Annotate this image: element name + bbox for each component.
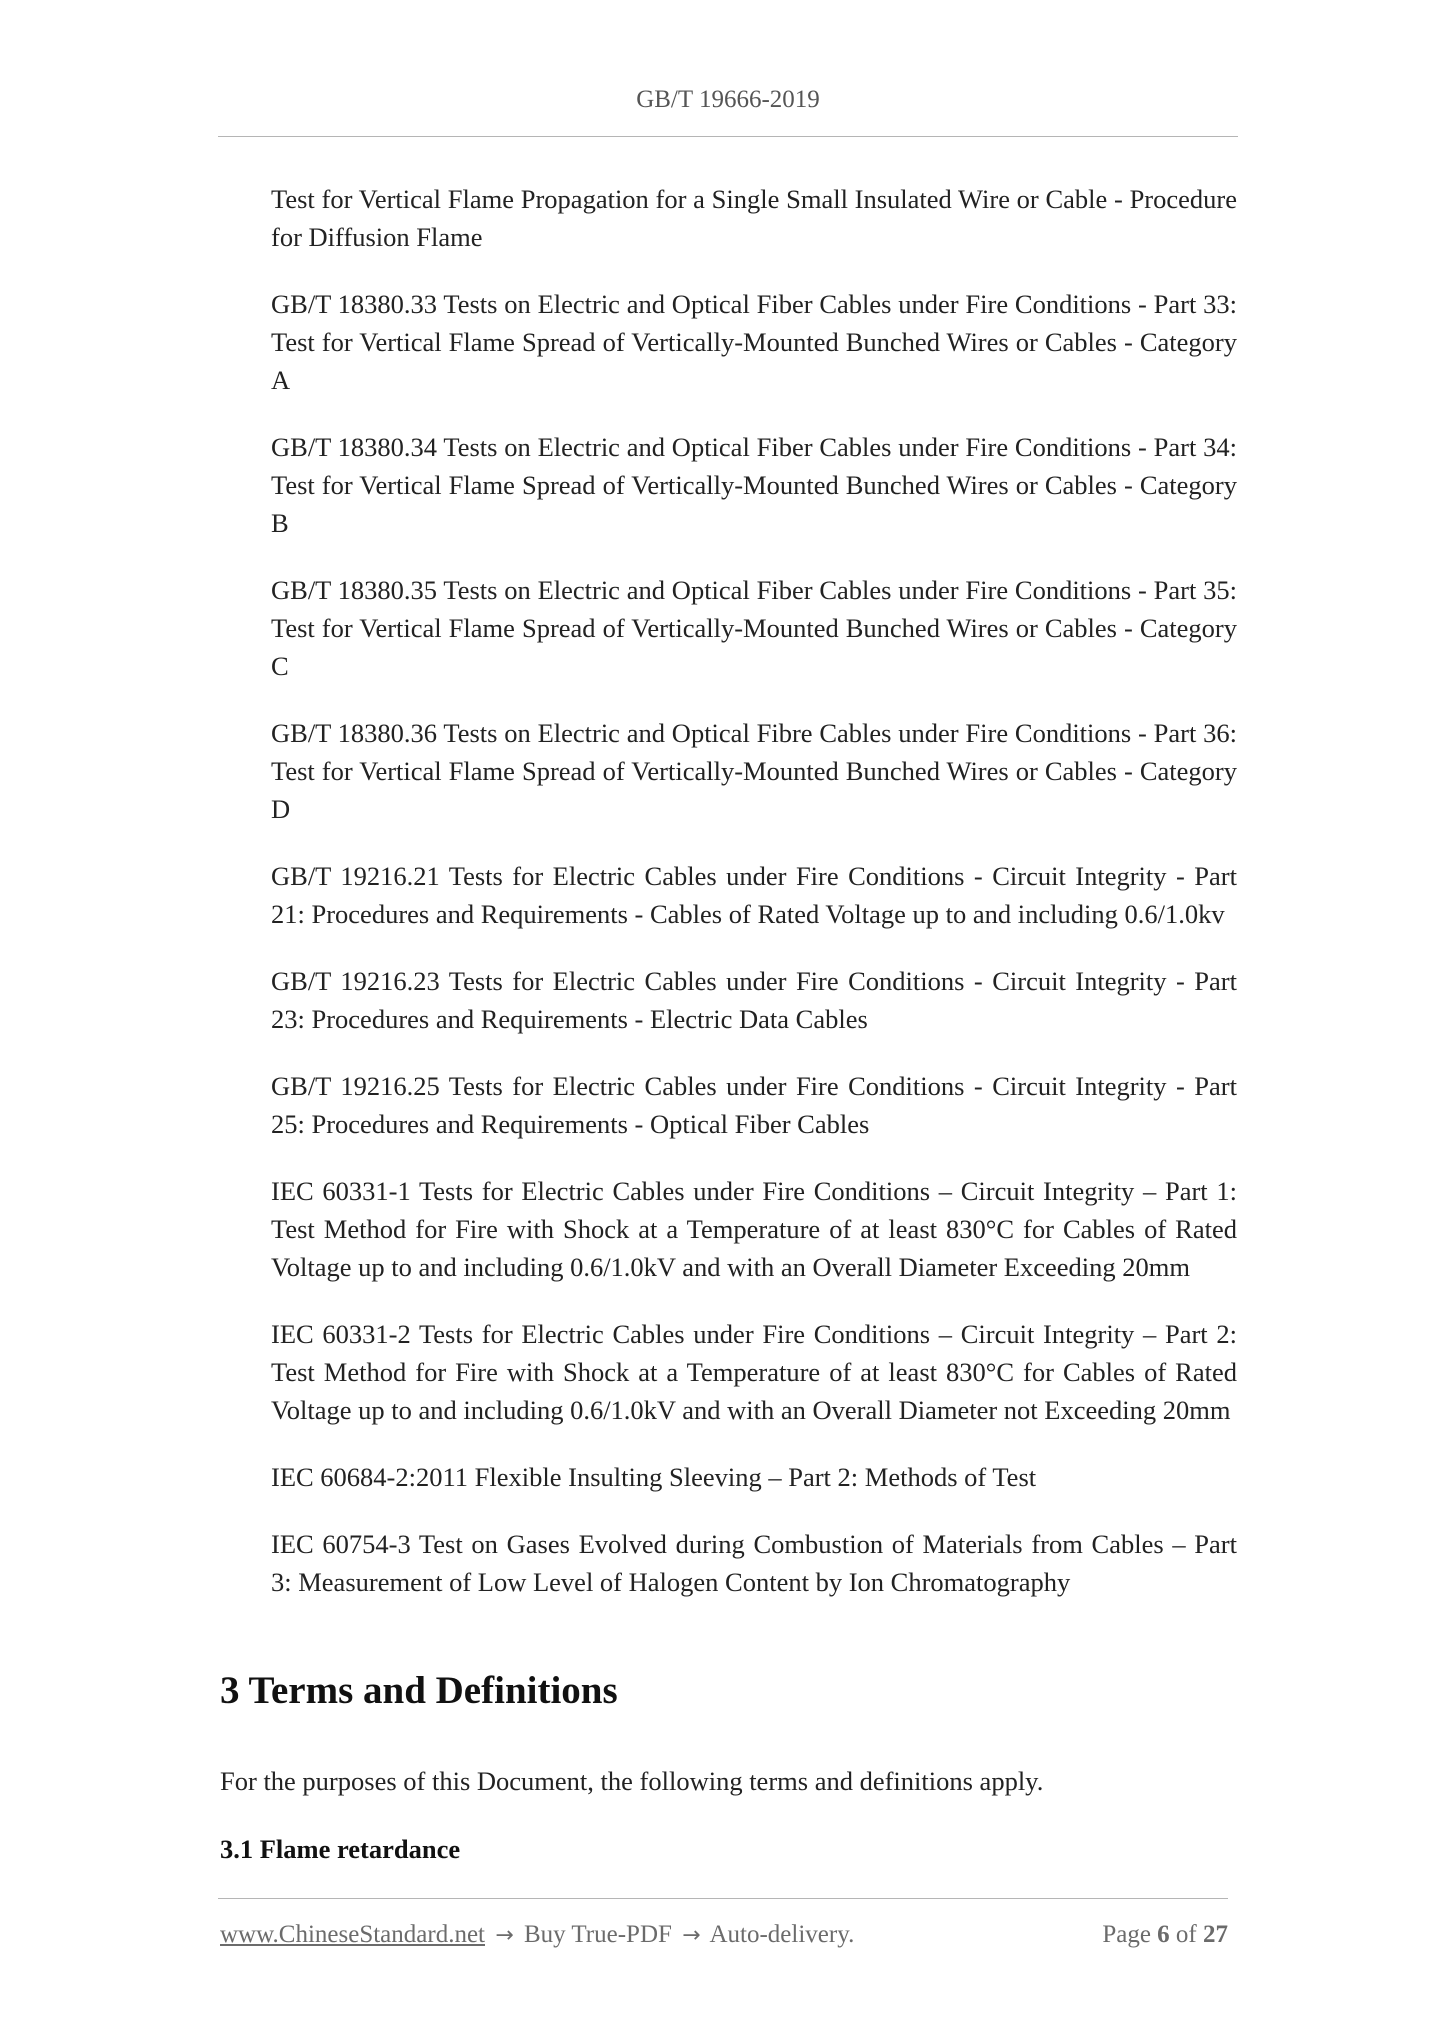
buy-text: Buy True-PDF — [523, 1921, 672, 1948]
reference-item: GB/T 18380.35 Tests on Electric and Optical Fiber Cables under Fire Conditions - Part 35: Test for Vertical Flame Spread of Vertically-Mounted Bunched Wires or Cables - Category C — [271, 575, 1237, 681]
header-divider — [218, 136, 1238, 137]
reference-item: IEC 60684-2:2011 Flexible Insulting Sleeving – Part 2: Methods of Test — [271, 1462, 1037, 1492]
subsection-heading: 3.1 Flame retardance — [220, 1834, 461, 1864]
delivery-text: Auto-delivery. — [709, 1921, 855, 1948]
total-pages-number: 27 — [1203, 1921, 1228, 1948]
reference-item: Test for Vertical Flame Propagation for a Single Small Insulated Wire or Cable - Procedure for Diffusion Flame — [271, 184, 1237, 252]
normative-references-list — [271, 180, 1237, 1601]
reference-item: GB/T 19216.23 Tests for Electric Cables under Fire Conditions - Circuit Integrity - Part 23: Procedures and Requirements - Electric Data Cables — [271, 966, 1237, 1034]
page-label: Page — [1102, 1921, 1151, 1948]
reference-item: GB/T 18380.33 Tests on Electric and Optical Fiber Cables under Fire Conditions - Part 33: Test for Vertical Flame Spread of Vertically-Mounted Bunched Wires or Cables - Category A — [271, 289, 1237, 395]
reference-item: IEC 60331-1 Tests for Electric Cables under Fire Conditions – Circuit Integrity – Part 1: Test Method for Fire with Shock at a Temperature of at least 830°C for Cables of Rated Voltage up to and including 0.6/1.0kV and with an Overall Diameter Exceeding 20mm — [271, 1176, 1237, 1282]
reference-item: IEC 60331-2 Tests for Electric Cables under Fire Conditions – Circuit Integrity – Part 2: Test Method for Fire with Shock at a Temperature of at least 830°C for Cables of Rated Voltage up to and including 0.6/1.0kV and with an Overall Diameter not Exceeding 20mm — [271, 1319, 1237, 1425]
right-arrow-icon: → — [682, 1923, 701, 1948]
footer-promo — [220, 1917, 854, 1954]
reference-item: GB/T 19216.21 Tests for Electric Cables under Fire Conditions - Circuit Integrity - Part 21: Procedures and Requirements - Cables of Rated Voltage up to and including 0.6/1.0kv — [271, 861, 1237, 929]
reference-item: GB/T 18380.34 Tests on Electric and Optical Fiber Cables under Fire Conditions - Part 34: Test for Vertical Flame Spread of Vertically-Mounted Bunched Wires or Cables - Category B — [271, 432, 1237, 538]
page-indicator — [1102, 1917, 1228, 1953]
section-intro: For the purposes of this Document, the following terms and definitions apply. — [220, 1766, 1044, 1796]
page-of-label: of — [1175, 1921, 1197, 1948]
section-heading: 3 Terms and Definitions — [220, 1669, 618, 1712]
current-page-number: 6 — [1157, 1921, 1170, 1948]
footer-divider — [218, 1898, 1228, 1899]
reference-item: GB/T 19216.25 Tests for Electric Cables under Fire Conditions - Circuit Integrity - Part 25: Procedures and Requirements - Optical Fiber Cables — [271, 1071, 1237, 1139]
website-link[interactable]: www.ChineseStandard.net — [220, 1921, 485, 1948]
right-arrow-icon: → — [495, 1923, 514, 1948]
reference-item: IEC 60754-3 Test on Gases Evolved during Combustion of Materials from Cables – Part 3: Measurement of Low Level of Halogen Content by Ion Chromatography — [271, 1529, 1237, 1597]
running-header: GB/T 19666-2019 — [636, 86, 820, 113]
reference-item: GB/T 18380.36 Tests on Electric and Optical Fibre Cables under Fire Conditions - Part 36: Test for Vertical Flame Spread of Vertically-Mounted Bunched Wires or Cables - Category D — [271, 718, 1237, 824]
